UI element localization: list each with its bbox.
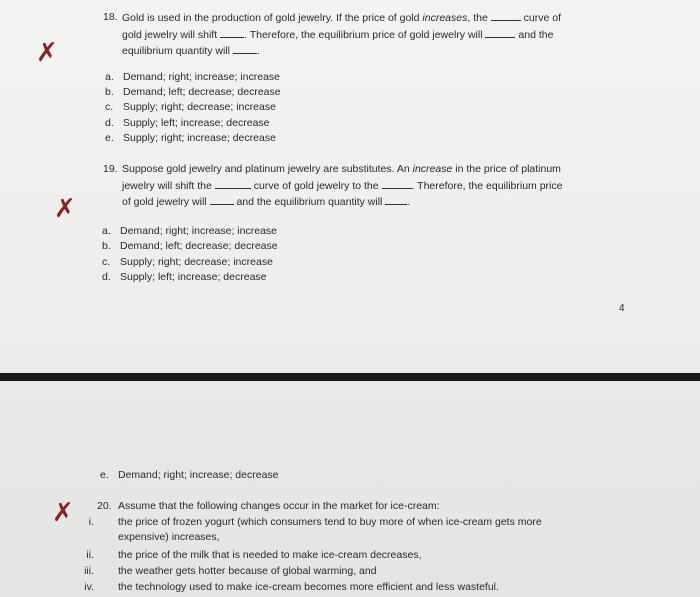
q18-option-c: c. Supply; right; decrease; increase [105, 101, 276, 113]
answer-blank [220, 27, 244, 38]
question-19 [103, 162, 643, 211]
question-20-intro: Assume that the following changes occur in the market for ice-cream: [118, 500, 440, 512]
question-number: 19. [103, 163, 118, 175]
wrong-mark-q18: ✗ [36, 38, 58, 68]
answer-blank [210, 194, 234, 205]
q20-item-iv: iv. the technology used to make ice-cream becomes more efficient and less wasteful. [84, 581, 499, 593]
q18-option-d: d. Supply; left; increase; decrease [105, 117, 270, 129]
q18-option-b: b. Demand; left; decrease; decrease [105, 86, 281, 98]
q19-option-e: e. Demand; right; increase; decrease [100, 469, 279, 481]
q18-option-a: a. Demand; right; increase; increase [105, 71, 280, 83]
q19-option-a: a. Demand; right; increase; increase [102, 225, 277, 237]
answer-blank [215, 178, 251, 189]
question-18-text: Gold is used in the production of gold jewelry. If the price of gold increases, the curve of gold jewelry will shift . Therefore, the equilibrium price of gold jewelry will and the equilibrium quantity will . [122, 12, 561, 57]
q20-item-i: i. the price of frozen yogurt (which consumers tend to buy more of when ice-cream gets more expensive) increases, [88, 516, 542, 543]
answer-blank [491, 10, 521, 21]
q20-item-ii: ii. the price of the milk that is needed to make ice-cream decreases, [86, 549, 422, 561]
wrong-mark-q19: ✗ [54, 194, 76, 224]
answer-blank [385, 194, 407, 205]
question-20 [97, 499, 637, 515]
answer-blank [485, 27, 515, 38]
answer-blank [233, 43, 257, 54]
question-number: 18. [103, 11, 118, 23]
q19-option-d: d. Supply; left; increase; decrease [102, 271, 267, 283]
q19-option-b: b. Demand; left; decrease; decrease [102, 240, 278, 252]
wrong-mark-q20: ✗ [52, 498, 74, 528]
question-19-text: Suppose gold jewelry and platinum jewelry are substitutes. An increase in the price of platinum jewelry will shift the curve of gold jewelry to the . Therefore, the equilibrium price of gold jewelry will and the equilibrium quantity will . [122, 163, 563, 208]
question-18 [103, 10, 623, 60]
q18-option-e: e. Supply; right; increase; decrease [105, 132, 276, 144]
q20-item-iii: iii. the weather gets hotter because of global warming, and [84, 565, 377, 577]
question-number: 20. [97, 500, 112, 512]
q19-option-c: c. Supply; right; decrease; increase [102, 256, 273, 268]
page-number: 4 [619, 303, 625, 314]
answer-blank [382, 178, 412, 189]
